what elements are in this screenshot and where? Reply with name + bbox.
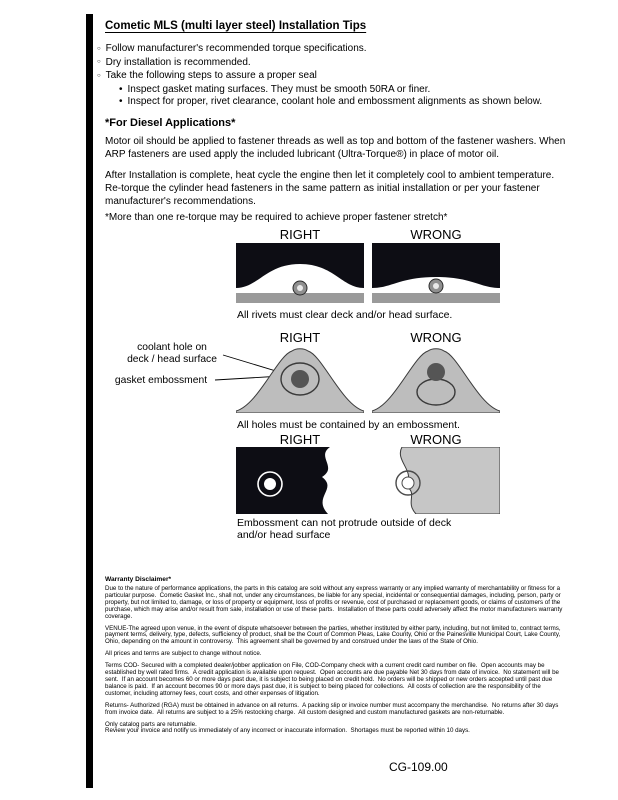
sub-tip-item (119, 96, 542, 109)
warranty-disclaimer (105, 576, 563, 740)
tip-text: Take the following steps to assure a proper seal (105, 70, 317, 82)
warranty-paragraph: All prices and terms are subject to change without notice. (105, 650, 262, 658)
diagram-rivet-right-icon (236, 243, 364, 303)
right-label-row2: RIGHT (279, 330, 321, 345)
caption-protrude: Embossment can not protrude outside of deck and/or head surface (237, 517, 452, 541)
warranty-paragraph: Due to the nature of performance applications, the parts in this catalog are sold without any express warranty or any implied warranty of merchantability or fitness for a particular purpose. Cometic Gasket Inc., shall not, under any circumstances, be liable for any special, incidental or consequential damages, including, person, party or property, but not limited to, damage, or loss of property or equipment, loss of profits or revenue, cost of purchased or replacement goods, or claims of customers of the purchase, which may arise and/or result from sale, installation or use of these parts. Installation of these parts could adversely affect the motor manufacturers warranty coverage. (105, 585, 565, 620)
tip-text: Follow manufacturer's recommended torque specifications. (105, 43, 367, 54)
binding-bar (86, 14, 93, 788)
coolant-hole-label: coolant hole on deck / head surface (127, 342, 217, 365)
diesel-paragraph-2: After Installation is complete, heat cycle the engine then let it completely cool to ambient temperature. Re-torque the cylinder head fasteners in the same pattern as initial installation or per your fastener manufacturer's recommendations. (105, 170, 557, 207)
warranty-paragraph: Only catalog parts are returnable. (105, 720, 197, 728)
diagram-rivet-wrong-icon (372, 243, 500, 303)
caption-holes: All holes must be contained by an embossment. (237, 419, 460, 431)
warranty-heading: Warranty Disclaimer* (105, 576, 172, 583)
page-title: Cometic MLS (multi layer steel) Installation Tips (105, 20, 367, 32)
warranty-paragraph: Review your invoice and notify us immediately of any incorrect or inaccurate information. Shortages must be reported within 10 days. (105, 727, 470, 735)
circle-bullet-marker (97, 70, 106, 81)
right-label-row3: RIGHT (279, 432, 321, 447)
tips-list (97, 43, 542, 109)
right-label-row1: RIGHT (279, 227, 321, 242)
wrong-label-row2: WRONG (410, 330, 462, 345)
tip-text: Inspect for proper, rivet clearance, coolant hole and embossment alignments as shown below. (127, 96, 543, 108)
wrong-label-row3: WRONG (410, 432, 462, 447)
dot-bullet-marker (119, 96, 128, 107)
diagram-embossment-right-icon (236, 345, 364, 413)
tip-item (97, 57, 542, 71)
diesel-paragraph-1: Motor oil should be applied to fastener threads as well as top and bottom of the fastener washers. When ARP fasteners are used apply the included lubricant (Ultra-Torque®) in place of motor oil. (105, 136, 568, 160)
circle-bullet-marker (97, 57, 106, 68)
diagram-protrude-wrong-icon (372, 447, 500, 514)
diagram-embossment-wrong-icon (372, 345, 500, 413)
page-number: CG-109.00 (389, 760, 448, 774)
diesel-heading: *For Diesel Applications* (105, 117, 236, 129)
sub-tip-item (119, 84, 542, 97)
retorque-note: *More than one re-torque may be required to achieve proper fastener stretch* (105, 212, 448, 223)
caption-rivets: All rivets must clear deck and/or head surface. (237, 309, 453, 321)
dot-bullet-marker (119, 84, 128, 95)
tip-item (97, 70, 542, 84)
wrong-label-row1: WRONG (410, 227, 462, 242)
diagram-protrude-right-icon (236, 447, 364, 514)
tip-text: Inspect gasket mating surfaces. They must be smooth 50RA or finer. (127, 83, 431, 95)
circle-bullet-marker (97, 43, 106, 54)
warranty-paragraph: VENUE-The agreed upon venue, in the event of dispute whatsoever between the parties, whether instituted by either party, including, but not limited to, contract terms, payment terms, delivery, type, defects, sufficiency of product, shall be the Court of Common Pleas, Lake County, Ohio or the Painesville Municipal Court, Lake County, Ohio, depending on the amount in controversy. This agreement shall be governed by and construed under the laws of the State of Ohio. (105, 624, 563, 646)
gasket-embossment-label: gasket embossment (114, 375, 208, 386)
warranty-paragraph: Terms COD- Secured with a completed dealer/jobber application on File, COD-Company check with a current credit card number on file. Open accounts may be established by well rated firms. A credit application is available upon request. Open accounts are due payable Net 30 days from date of invoice. No statement will be sent. If an account becomes 60 or more days past due, it is subject to being placed on credit hold. No orders will be shipped or new orders accepted until past due balance is paid. If an account becomes 90 or more days past due, it is subject to being placed for collections. All costs of collection are the responsibility of the customer, including attorney fees, court costs, and other expenses of litigation. (105, 662, 561, 697)
warranty-paragraph: Returns- Authorized (RGA) must be obtained in advance on all returns. A packing slip or invoice number must accompany the merchandise. No returns after 30 days from invoice date. All returns are subject to a 25% restocking charge. All custom designed and custom manufactured gaskets are non-returnable. (105, 701, 561, 716)
tip-item (97, 43, 542, 57)
tip-text: Dry installation is recommended. (105, 56, 251, 68)
